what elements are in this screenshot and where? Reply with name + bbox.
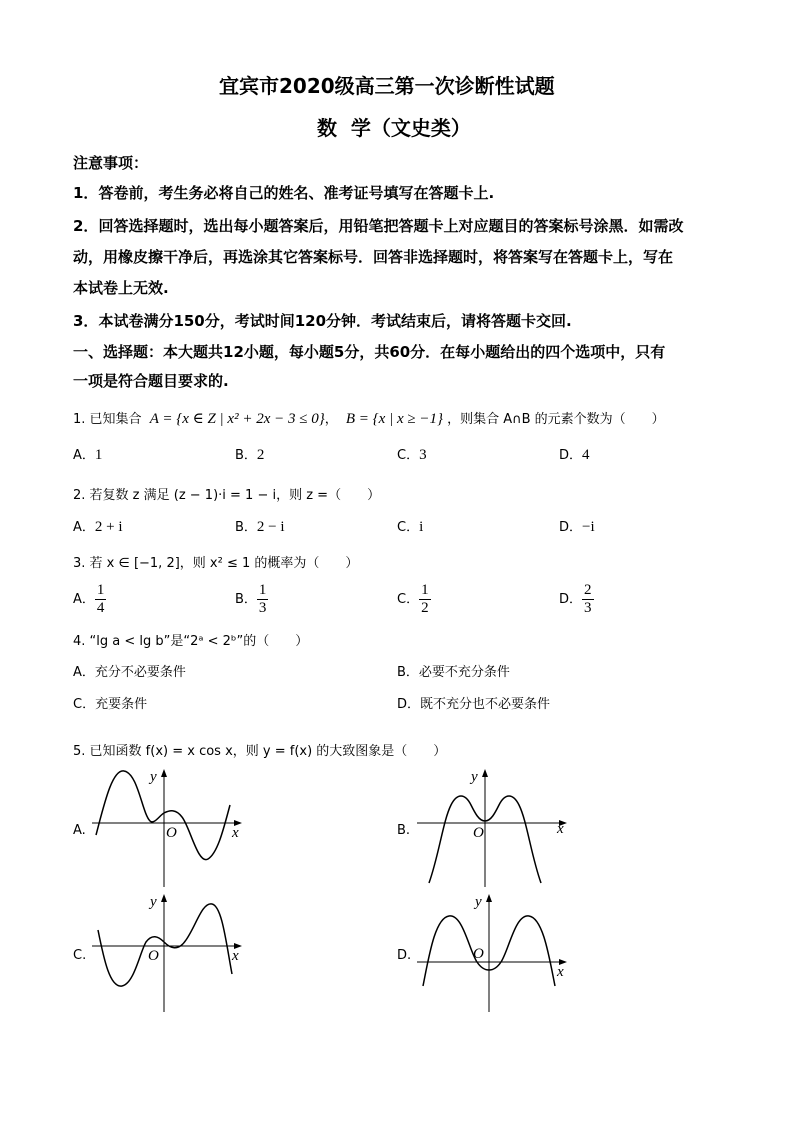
q4-option-c[interactable]: [73, 693, 147, 712]
option-value: 2 − i: [256, 519, 285, 535]
y-arrow: [161, 769, 167, 777]
q3-option-b[interactable]: [235, 582, 268, 617]
option-value: 充要条件: [95, 697, 148, 712]
x-label: x: [557, 964, 564, 980]
option-label: C．: [397, 592, 420, 607]
q5-option-a-graph[interactable]: [90, 765, 250, 890]
option-value: −i: [582, 519, 595, 535]
option-value: 4: [582, 447, 590, 463]
q5-option-a-label[interactable]: A.: [73, 823, 86, 838]
note-1: [73, 182, 494, 203]
option-value: i: [419, 519, 424, 535]
page-title: 宜宾市2020级高三第一次诊断性试题: [219, 74, 555, 98]
numerator: 1: [421, 582, 429, 598]
curve: [98, 904, 232, 986]
q2-option-b[interactable]: [235, 516, 285, 536]
note-3-text: 本试卷满分150分，考试时间120分钟．考试结束后，请将答题卡交回.: [98, 312, 572, 330]
section-heading-line2: 一项是符合题目要求的.: [73, 372, 229, 390]
q2-option-c[interactable]: [397, 516, 423, 536]
option-value: 必要不充分条件: [418, 665, 510, 680]
option-label: A．: [73, 592, 95, 607]
q5-option-c-graph[interactable]: [90, 890, 250, 1015]
numerator: 1: [258, 582, 267, 598]
page-subtitle: 数 学（文史类）: [317, 116, 471, 140]
option-label: D．: [559, 520, 583, 535]
y-arrow: [161, 894, 167, 902]
q3-option-c[interactable]: [397, 582, 431, 617]
q3-option-d[interactable]: [559, 582, 594, 617]
option-label: C．: [397, 520, 420, 535]
q1-option-d[interactable]: [559, 444, 590, 464]
question-4-stem: 4. “lg a < lg b”是“2ᵃ < 2ᵇ”的（ ）: [73, 634, 309, 649]
option-value: 2 + i: [94, 519, 123, 535]
q5-option-b-label[interactable]: B.: [397, 823, 411, 838]
denominator: 3: [584, 600, 592, 616]
q1-option-c[interactable]: [397, 444, 427, 464]
note-3: [73, 310, 572, 331]
x-label: x: [232, 825, 239, 841]
note-2-line3: 本试卷上无效.: [73, 279, 169, 297]
q2-option-d[interactable]: [559, 516, 595, 536]
question-2-stem: 2. 若复数 z 满足 (z − 1)·i = 1 − i，则 z =（ ）: [73, 488, 381, 503]
note-2-line1: 回答选择题时，选出每小题答案后，用铅笔把答题卡上对应题目的答案标号涂黑．如需改: [98, 217, 684, 235]
origin-label: O: [148, 948, 159, 964]
numerator: 1: [96, 582, 105, 598]
question-5-stem: 5. 已知函数 f(x) = x cos x，则 y = f(x) 的大致图象是（ ）: [73, 744, 447, 759]
y-label: y: [475, 894, 482, 910]
option-label: D．: [397, 697, 421, 712]
option-label: B．: [235, 520, 257, 535]
y-label: y: [471, 769, 478, 785]
note-2-line2: 动，用橡皮擦干净后，再选涂其它答案标号．回答非选择题时，将答案写在答题卡上，写在: [73, 248, 674, 266]
y-arrow: [482, 769, 488, 777]
q2-option-a[interactable]: [73, 516, 123, 536]
q3-option-a[interactable]: [73, 582, 106, 617]
option-value: 2: [256, 447, 265, 463]
denominator: 3: [258, 600, 267, 616]
fraction: [582, 582, 594, 617]
option-label: C．: [73, 697, 96, 712]
q1-set-a: A = {x ∈ Z | x² + 2x − 3 ≤ 0}: [149, 411, 325, 427]
curve: [96, 771, 230, 860]
note-3-num: 3．: [73, 312, 99, 330]
q1-suffix: ，则集合 A∩B 的元素个数为（ ）: [447, 412, 665, 427]
fraction: [419, 582, 431, 617]
q1-option-b[interactable]: [235, 444, 264, 464]
option-label: A．: [73, 665, 95, 680]
option-label: C．: [397, 448, 420, 463]
q1-option-a[interactable]: [73, 444, 102, 464]
x-label: x: [232, 948, 239, 964]
option-value: 1: [94, 447, 103, 463]
q5-option-b-graph[interactable]: [415, 765, 575, 890]
option-label: B．: [235, 592, 257, 607]
q1-set-b: B = {x | x ≥ −1}: [345, 411, 443, 427]
option-label: D．: [559, 592, 583, 607]
q1-comma: ，: [324, 412, 338, 427]
origin-label: O: [473, 825, 484, 841]
option-value: 3: [419, 447, 427, 463]
option-label: A．: [73, 448, 95, 463]
denominator: 4: [96, 600, 105, 616]
q4-option-d[interactable]: [397, 693, 550, 712]
option-label: B．: [235, 448, 257, 463]
notes-heading: 注意事项：: [73, 154, 149, 172]
q4-option-b[interactable]: [397, 661, 510, 680]
option-label: A．: [73, 520, 95, 535]
note-2: [73, 215, 683, 236]
y-arrow: [486, 894, 492, 902]
q5-option-c-label[interactable]: C.: [73, 948, 87, 963]
option-value: 充分不必要条件: [94, 665, 186, 680]
denominator: 2: [421, 600, 429, 616]
fraction: [95, 582, 107, 617]
question-3-stem: 3. 若 x ∈ [−1, 2]，则 x² ≤ 1 的概率为（ ）: [73, 556, 359, 571]
fraction: [257, 582, 269, 617]
q4-option-a[interactable]: [73, 661, 186, 680]
q5-option-d-label[interactable]: D.: [397, 948, 412, 963]
option-value: 既不充分也不必要条件: [420, 697, 551, 712]
numerator: 2: [584, 582, 592, 598]
note-2-num: 2．: [73, 217, 99, 235]
q5-option-d-graph[interactable]: [415, 890, 575, 1015]
y-label: y: [150, 769, 157, 785]
section-heading-line1: 一、选择题：本大题共12小题，每小题5分，共60分．在每小题给出的四个选项中，只有: [73, 343, 666, 361]
note-1-num: 1．: [73, 184, 99, 202]
x-label: x: [557, 821, 564, 837]
option-label: B．: [397, 665, 419, 680]
origin-label: O: [166, 825, 177, 841]
option-label: D．: [559, 448, 583, 463]
q1-prefix: 1. 已知集合: [73, 412, 142, 427]
y-label: y: [150, 894, 157, 910]
question-1-stem: [73, 408, 665, 428]
note-1-text: 答卷前，考生务必将自己的姓名、准考证号填写在答题卡上.: [98, 184, 495, 202]
origin-label: O: [473, 946, 484, 962]
